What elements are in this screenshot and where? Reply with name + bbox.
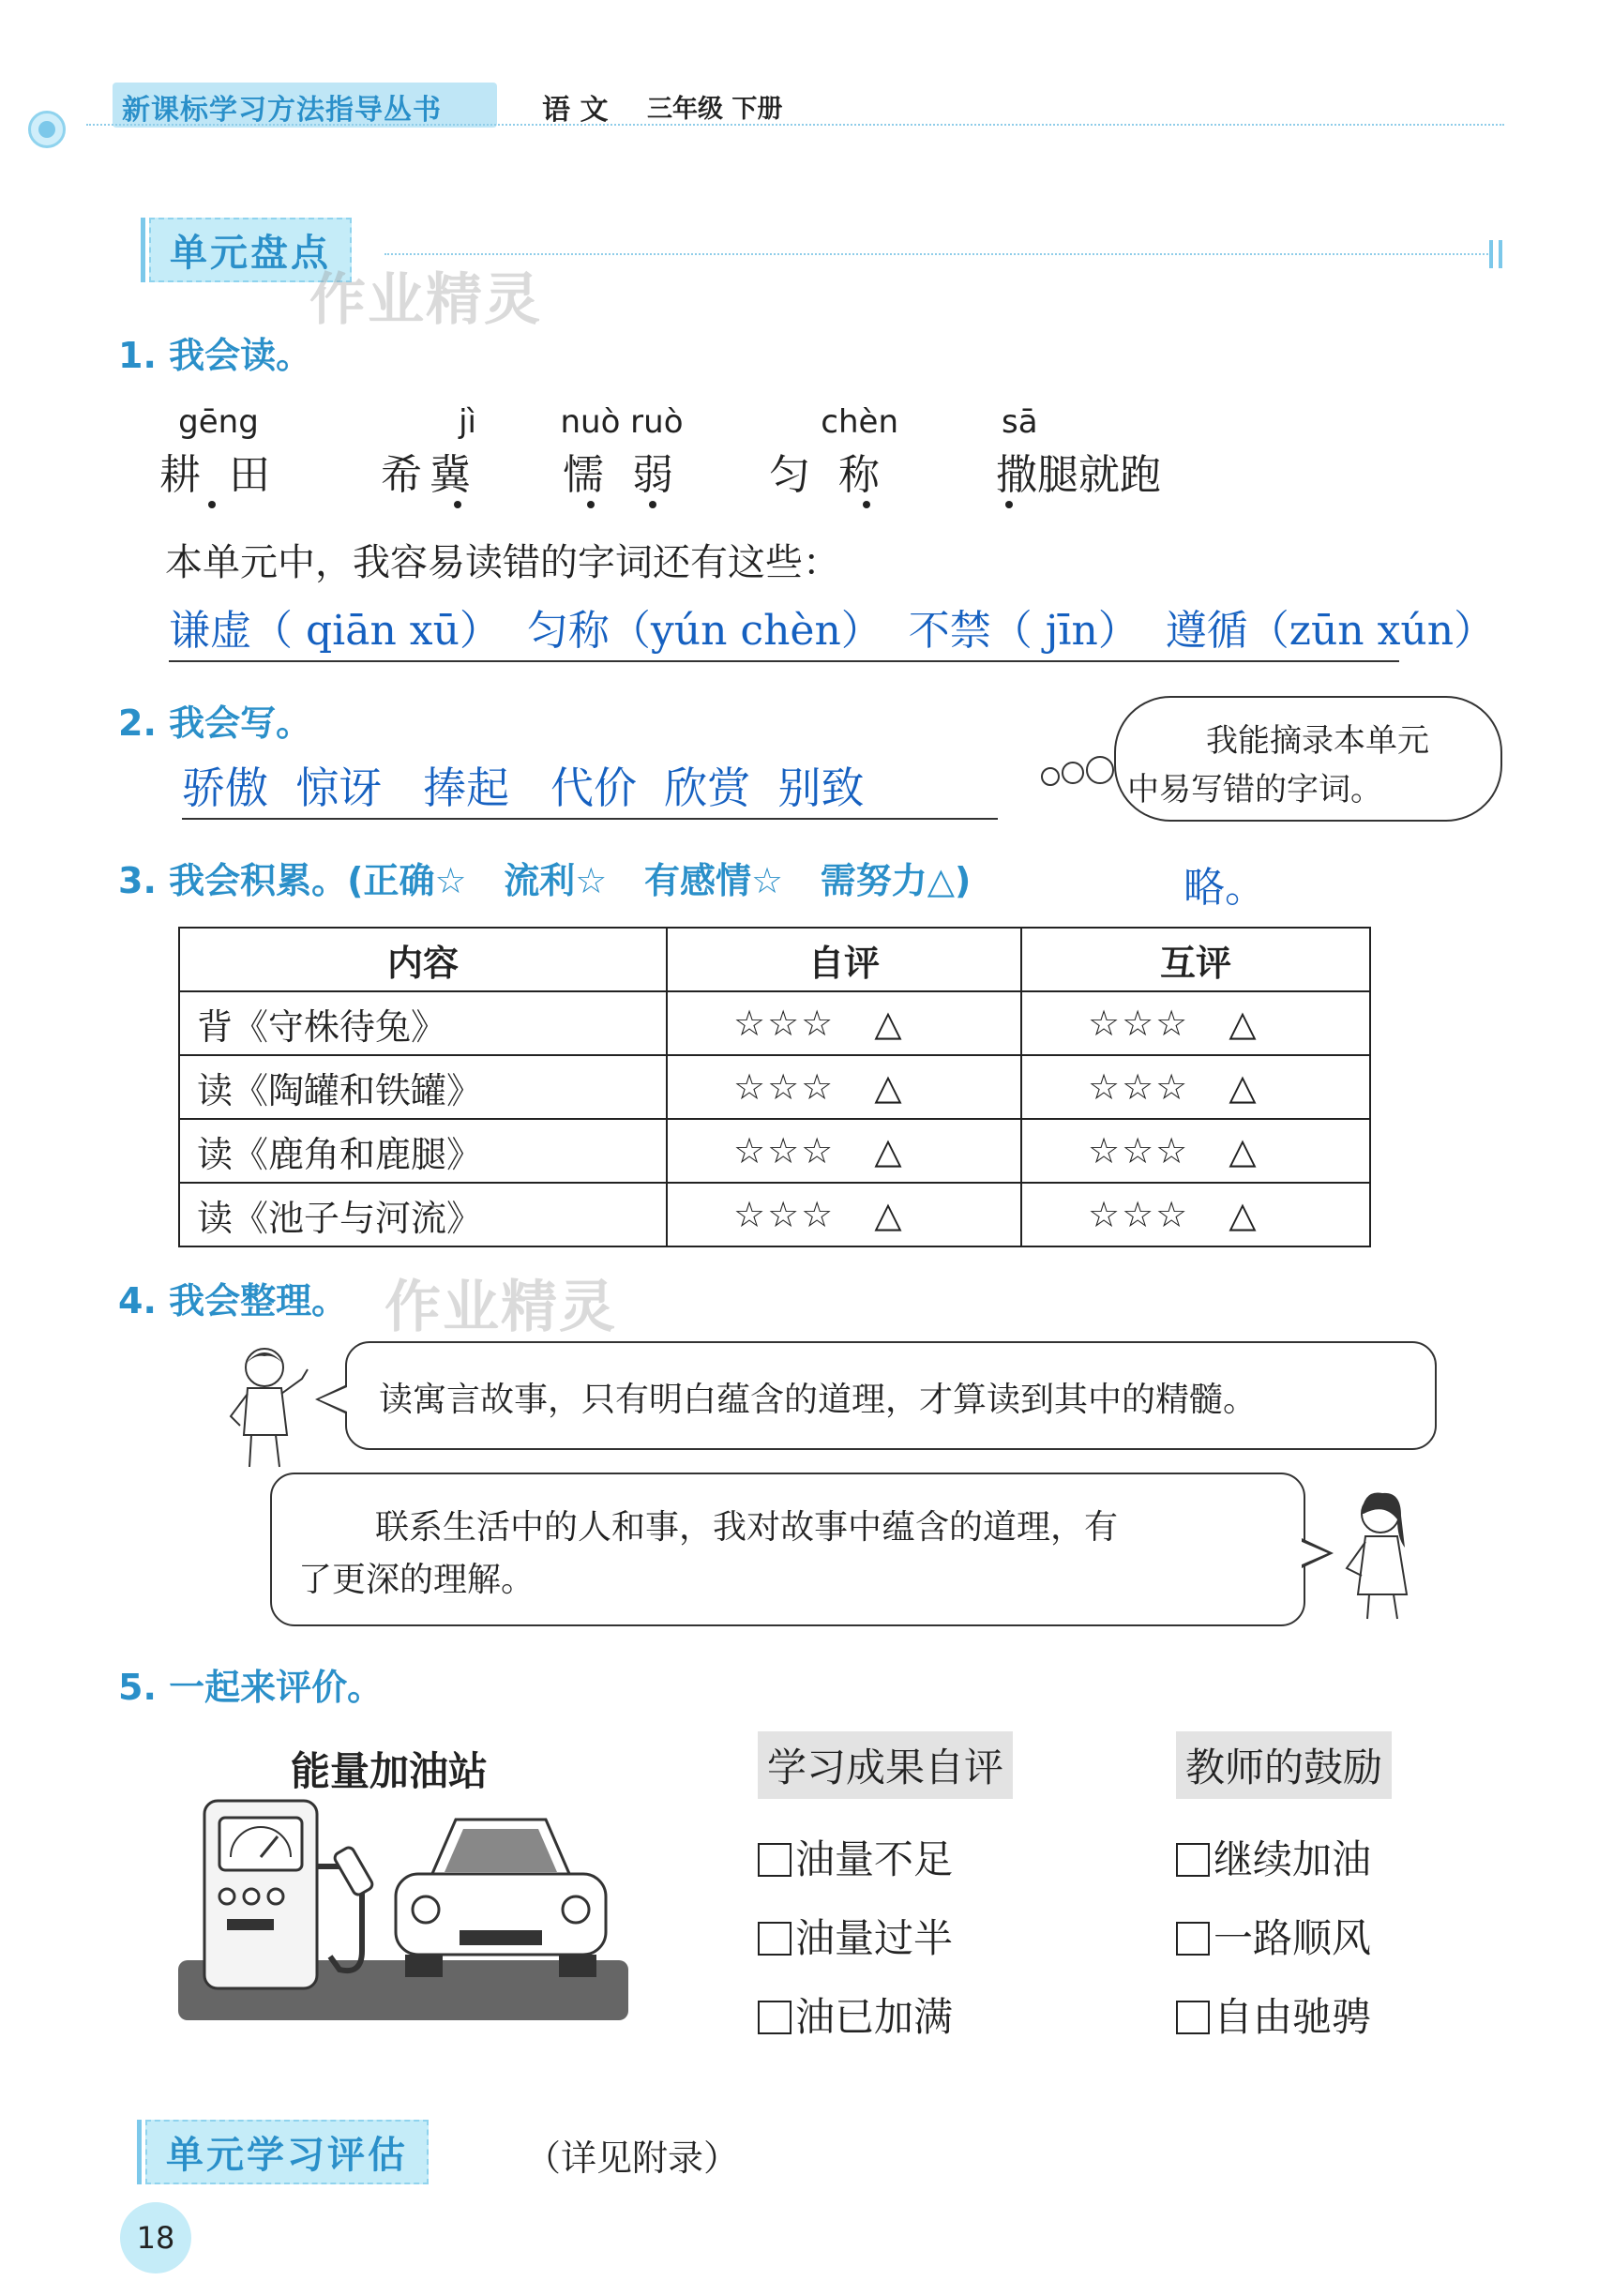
- option-label: 自由驰骋: [1214, 1994, 1372, 2040]
- peer-rating-cell[interactable]: ☆☆☆ △: [1021, 1183, 1370, 1246]
- peer-rating-cell[interactable]: ☆☆☆ △: [1021, 1119, 1370, 1183]
- pinyin: sā: [1002, 403, 1038, 441]
- question-2-title: 2. 我会写。: [118, 702, 312, 744]
- question-4-title: 4. 我会整理。: [118, 1280, 348, 1322]
- cloud-text-line: 中易写错的字词。: [1127, 771, 1382, 808]
- section-divider: [384, 253, 1491, 255]
- question-3-title: 3. 我会积累。(正确☆ 流利☆ 有感情☆ 需努力△): [118, 860, 972, 901]
- emphasis-dot: [649, 501, 656, 508]
- divider-end-mark: [1499, 240, 1502, 268]
- checkbox[interactable]: [758, 1922, 791, 1956]
- column-header: 内容: [179, 928, 667, 991]
- pinyin: chèn: [821, 403, 898, 441]
- question-5-title: 5. 一起来评价。: [118, 1667, 384, 1708]
- thought-dot: [1062, 762, 1084, 784]
- pinyin: gēng: [178, 403, 259, 441]
- question-2-answer: 骄傲 惊讶 捧起 代价 欣赏 别致: [182, 763, 865, 813]
- word-item: [158, 403, 279, 501]
- option-label: 一路顺风: [1214, 1915, 1372, 1961]
- gas-station-illustration: [178, 1791, 628, 2026]
- self-rating-cell[interactable]: ☆☆☆ △: [667, 991, 1021, 1055]
- word: 匀 称: [769, 451, 887, 499]
- content-cell: 读《池子与河流》: [179, 1183, 667, 1246]
- self-eval-option[interactable]: [758, 1829, 953, 1885]
- header-decoration: [28, 111, 66, 148]
- pinyin: nuò ruò: [560, 403, 684, 441]
- teacher-option[interactable]: [1176, 1829, 1371, 1885]
- teacher-option[interactable]: [1176, 1908, 1371, 1964]
- word: 希冀: [381, 451, 478, 499]
- question-1-prompt: 本单元中，我容易读错的字词还有这些：: [165, 541, 840, 584]
- emphasis-dot: [454, 501, 461, 508]
- word-item: [373, 403, 486, 501]
- speech-bubble-boy: [345, 1341, 1437, 1450]
- option-label: 继续加油: [1214, 1836, 1372, 1882]
- emphasis-dot: [1005, 501, 1013, 508]
- teacher-encouragement-title: 教师的鼓励: [1176, 1731, 1392, 1799]
- question-1-answer: 谦虚（ qiān xū） 匀称（yún chèn） 不禁（ jīn） 遵循（zūn xún）: [169, 607, 1496, 655]
- table-row: [179, 1183, 1370, 1246]
- column-header: 互评: [1021, 928, 1370, 991]
- content-cell: 读《陶罐和铁罐》: [179, 1055, 667, 1119]
- teacher-option[interactable]: [1176, 1986, 1371, 2043]
- header-divider: [86, 124, 1504, 126]
- answer-line: [169, 660, 1399, 662]
- word: 耕 田: [159, 451, 278, 499]
- answer-line: [182, 818, 998, 820]
- bubble-tail-fill: [1300, 1541, 1328, 1565]
- table-row: [179, 1119, 1370, 1183]
- checkbox[interactable]: [1176, 1922, 1210, 1956]
- reading-words: [158, 403, 1189, 506]
- appendix-note: （详见附录）: [525, 2137, 740, 2179]
- divider-end-mark: [1489, 240, 1493, 268]
- bubble-tail-fill: [319, 1387, 347, 1412]
- option-label: 油已加满: [795, 1994, 954, 2040]
- word: 撒腿就跑: [996, 451, 1161, 499]
- word-item: [758, 403, 898, 501]
- self-eval-title: 学习成果自评: [758, 1731, 1013, 1799]
- self-rating-cell[interactable]: ☆☆☆ △: [667, 1183, 1021, 1246]
- self-rating-cell[interactable]: ☆☆☆ △: [667, 1119, 1021, 1183]
- self-eval-option[interactable]: [758, 1986, 953, 2043]
- option-label: 油量过半: [795, 1915, 954, 1961]
- word: 懦 弱: [563, 451, 681, 499]
- evaluation-table: [178, 927, 1371, 1247]
- emphasis-dot: [208, 501, 216, 508]
- subject-label: 语 文: [542, 94, 609, 127]
- peer-rating-cell[interactable]: ☆☆☆ △: [1021, 991, 1370, 1055]
- grade-label: 三年级 下册: [647, 95, 783, 124]
- checkbox[interactable]: [1176, 1843, 1210, 1877]
- word-item: [985, 403, 1172, 501]
- bubble-text: 联系生活中的人和事，我对故事中蕴含的道理，有: [375, 1508, 1119, 1547]
- series-title: 新课标学习方法指导丛书: [122, 94, 442, 127]
- table-header-row: [179, 928, 1370, 991]
- table-row: [179, 991, 1370, 1055]
- section-title: 单元学习评估: [145, 2120, 429, 2184]
- emphasis-dot: [863, 501, 870, 508]
- checkbox[interactable]: [1176, 2001, 1210, 2034]
- bubble-text: 读寓言故事，只有明白蕴含的道理，才算读到其中的精髓。: [379, 1381, 1258, 1419]
- checkbox[interactable]: [758, 1843, 791, 1877]
- self-rating-cell[interactable]: ☆☆☆ △: [667, 1055, 1021, 1119]
- table-row: [179, 1055, 1370, 1119]
- girl-illustration: [1332, 1482, 1425, 1623]
- page-number: 18: [120, 2202, 191, 2273]
- watermark: 作业精灵: [384, 1275, 617, 1340]
- content-cell: 背《守株待兔》: [179, 991, 667, 1055]
- checkbox[interactable]: [758, 2001, 791, 2034]
- option-label: 油量不足: [795, 1836, 954, 1882]
- pinyin: jì: [459, 403, 476, 441]
- boy-illustration: [218, 1341, 321, 1473]
- bubble-text: 了更深的理解。: [298, 1561, 535, 1599]
- thought-dot: [1086, 756, 1114, 784]
- self-eval-option[interactable]: [758, 1908, 953, 1964]
- peer-rating-cell[interactable]: ☆☆☆ △: [1021, 1055, 1370, 1119]
- emphasis-dot: [587, 501, 595, 508]
- watermark: 作业精灵: [309, 267, 542, 333]
- section-banner-assessment: [137, 2120, 429, 2184]
- question-1-title: 1. 我会读。: [118, 335, 312, 376]
- thought-cloud: [1114, 696, 1502, 822]
- section-title: 单元盘点: [149, 218, 352, 282]
- thought-dot: [1041, 767, 1060, 786]
- station-label: 能量加油站: [291, 1748, 489, 1794]
- cloud-text-line: 我能摘录本单元: [1206, 722, 1429, 760]
- question-3-answer: 略。: [1183, 864, 1266, 912]
- word-item: [551, 403, 692, 501]
- column-header: 自评: [667, 928, 1021, 991]
- speech-bubble-girl: [270, 1473, 1305, 1626]
- content-cell: 读《鹿角和鹿腿》: [179, 1119, 667, 1183]
